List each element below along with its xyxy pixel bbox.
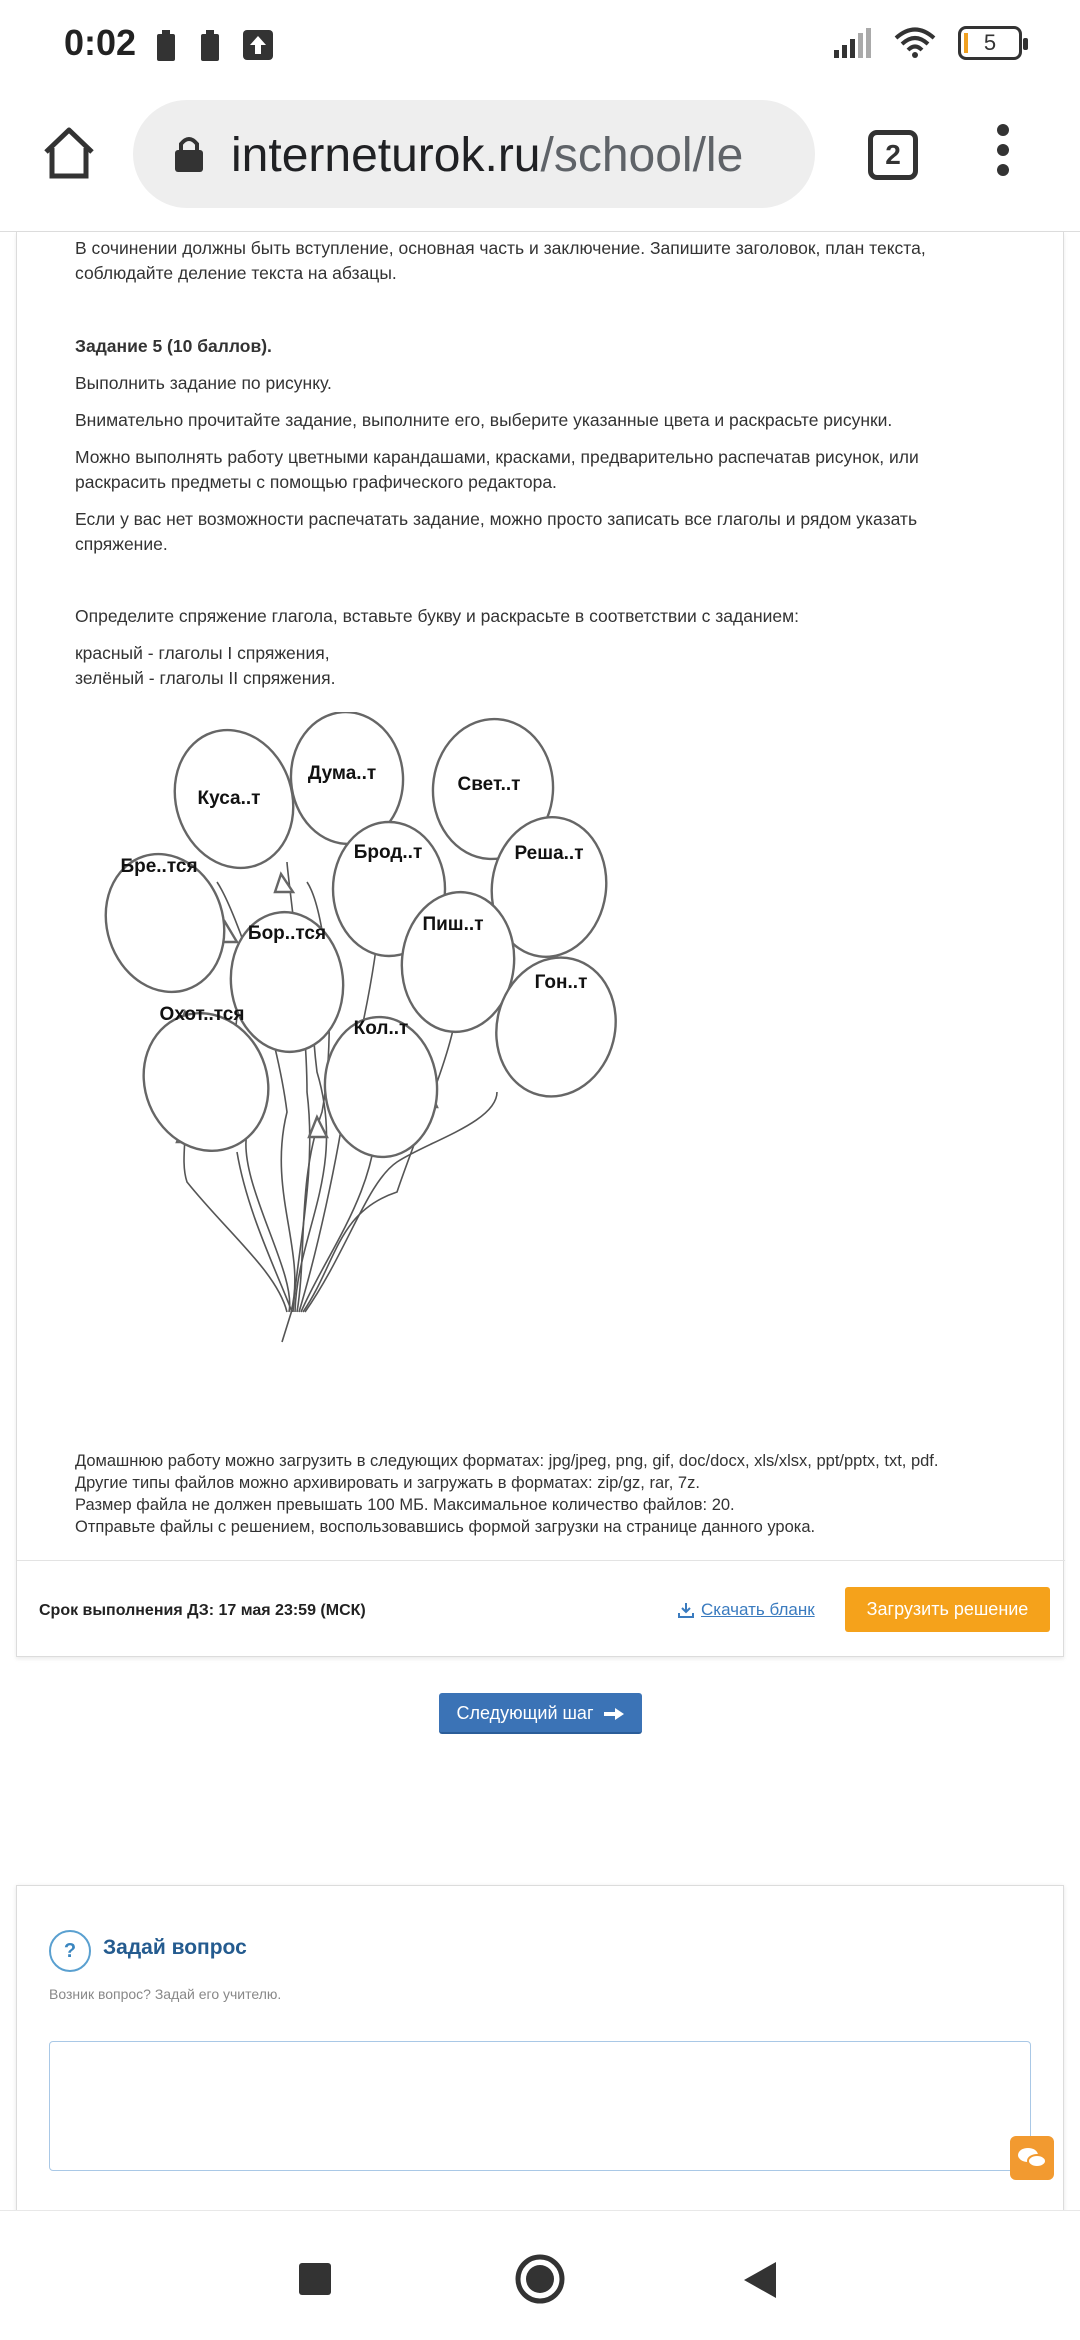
download-link-label: Скачать бланк xyxy=(701,1600,815,1619)
signal-icon xyxy=(834,28,872,58)
task-paragraph: Определите спряжение глагола, вставьте букву и раскрасьте в соответствии с заданием: xyxy=(75,606,800,626)
task-paragraph: Можно выполнять работу цветными карандашами, красками, предварительно распечатав рисунок, или раскрасить предметы с помощью графического редактора. xyxy=(75,447,919,492)
question-input[interactable] xyxy=(49,2041,1031,2171)
next-step-label: Следующий шаг xyxy=(456,1703,594,1723)
browser-toolbar xyxy=(0,96,1080,232)
download-form-link[interactable] xyxy=(677,1600,815,1620)
chat-bubbles-icon xyxy=(1010,2136,1054,2180)
task-paragraph: Внимательно прочитайте задание, выполните его, выберите указанные цвета и раскрасьте рисунки. xyxy=(75,410,893,430)
arrow-right-icon xyxy=(603,1707,625,1721)
balloon-label: Реша..т xyxy=(514,843,584,864)
balloon-label: Бре..тся xyxy=(120,856,198,877)
task-paragraph: Если у вас нет возможности распечатать задание, можно просто записать все глаголы и рядом указать спряжение. xyxy=(75,509,918,554)
battery-saver-icon xyxy=(199,30,221,62)
question-icon: ? xyxy=(49,1930,91,1972)
balloon-knot xyxy=(275,874,293,892)
formats-line: Домашнюю работу можно загрузить в следующих форматах: jpg/jpeg, png, gif, doc/docx, xls/xlsx, ppt/pptx, txt, pdf. xyxy=(75,1452,939,1470)
balloons-illustration xyxy=(77,712,637,1352)
system-icons xyxy=(834,26,1022,60)
color-rule-green: зелёный - глаголы II спряжения. xyxy=(75,668,336,688)
url-path: /school/le xyxy=(540,129,744,182)
browser-menu-icon[interactable] xyxy=(993,124,1013,188)
divider xyxy=(17,1560,1065,1561)
download-icon xyxy=(677,1601,695,1619)
color-rule-red: красный - глаголы I спряжения, xyxy=(75,643,330,663)
balloon-label: Бор..тся xyxy=(247,923,327,944)
task-heading: Задание 5 (10 баллов). xyxy=(75,336,272,356)
recent-apps-icon[interactable] xyxy=(299,2263,331,2295)
balloon-label: Гон..т xyxy=(534,972,588,993)
ask-subtitle: Возник вопрос? Задай его учителю. xyxy=(49,1986,282,2002)
balloon-label: Пиш..т xyxy=(422,914,484,935)
formats-line: Отправьте файлы с решением, воспользовавшись формой загрузки на странице данного урока. xyxy=(75,1518,816,1536)
upload-solution-button[interactable]: Загрузить решение xyxy=(845,1587,1050,1632)
chat-icon[interactable] xyxy=(1010,2136,1054,2180)
balloon-label: Брод..т xyxy=(353,842,423,863)
url-text xyxy=(231,128,801,183)
ask-question-card xyxy=(16,1885,1064,2215)
homework-card xyxy=(16,232,1064,1657)
url-host: interneturok.ru xyxy=(231,129,541,182)
balloon-label: Кол..т xyxy=(353,1018,409,1039)
home-nav-icon[interactable] xyxy=(514,2253,566,2305)
address-bar[interactable] xyxy=(133,100,815,208)
tab-switcher-button[interactable]: 2 xyxy=(868,130,918,180)
lock-icon xyxy=(173,134,205,174)
system-nav-bar xyxy=(0,2210,1080,2340)
task-intro: В сочинении должны быть вступление, основная часть и заключение. Запишите заголовок, план текста, соблюдайте деление текста на абзацы. xyxy=(75,238,926,283)
status-bar xyxy=(0,0,1080,96)
next-step-button[interactable] xyxy=(439,1693,642,1734)
formats-line: Размер файла не должен превышать 100 МБ. Максимальное количество файлов: 20. xyxy=(75,1496,735,1514)
wifi-icon xyxy=(894,27,936,59)
ask-title: Задай вопрос xyxy=(103,1936,247,1959)
status-time: 0:02 xyxy=(64,22,137,63)
upload-icon xyxy=(243,30,273,60)
upload-formats-info xyxy=(75,1450,1055,1538)
balloon-knot xyxy=(309,1117,327,1137)
task-paragraph: Выполнить задание по рисунку. xyxy=(75,373,332,393)
balloon-label: Охот..тся xyxy=(159,1004,245,1025)
battery-saver-icon xyxy=(155,30,177,62)
notification-icons xyxy=(155,30,273,62)
balloon-label: Дума..т xyxy=(307,763,377,784)
formats-line: Другие типы файлов можно архивировать и загружать в форматах: zip/gz, rar, 7z. xyxy=(75,1474,700,1492)
deadline-text: Срок выполнения ДЗ: 17 мая 23:59 (МСК) xyxy=(39,1602,366,1619)
balloon-label: Куса..т xyxy=(197,788,261,809)
balloon-label: Свет..т xyxy=(457,774,521,795)
home-icon[interactable] xyxy=(40,124,98,182)
battery-icon: 5 xyxy=(958,26,1022,60)
back-icon[interactable] xyxy=(742,2261,778,2299)
